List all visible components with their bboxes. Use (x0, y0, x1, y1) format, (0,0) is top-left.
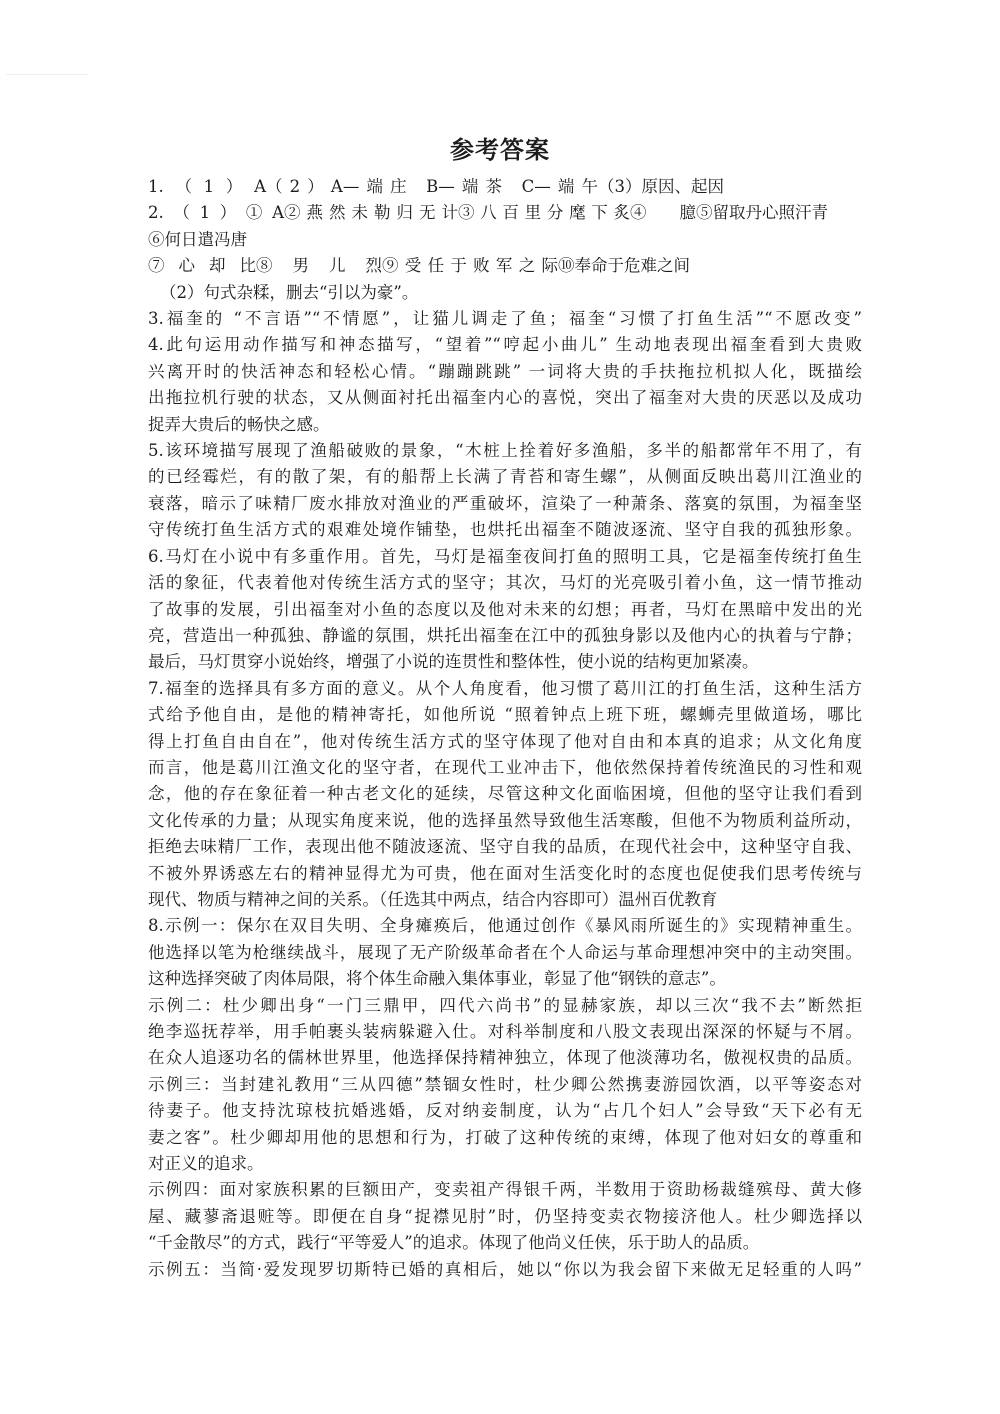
answer-4-line: 4.此句运用动作描写和神态描写，“望着”“哼起小曲儿” 生动地表现出福奎看到大贵败 (148, 335, 862, 355)
answer-4 (148, 332, 862, 438)
answer-5-line: 的已经霉烂，有的散了架，有的船帮上长满了青苔和寄生螺”，从侧面反映出葛川江渔业的 (148, 467, 862, 487)
answer-8-line: 屋、藏蓼斋退赃等。即便在自身“捉襟见肘”时，仍坚持变卖衣物接济他人。杜少卿选择以 (148, 1206, 862, 1226)
answer-2-item-5: ⑤留取丹心照汗青 (696, 203, 828, 223)
answer-2-item-9: ⑨受任于败军之际 (382, 256, 558, 276)
answer-2-line-3 (148, 253, 862, 279)
answer-6 (148, 544, 862, 676)
answer-5-line: 5.该环境描写展现了渔船破败的景象，“木桩上拴着好多渔船，多半的船都常年不用了，有 (148, 441, 862, 461)
answer-6-line: 亮，营造出一种孤独、静谧的氛围，烘托出福奎在江中的孤独身影以及他内心的执着与宁静； (148, 625, 862, 645)
answer-1 (148, 174, 862, 200)
answer-2-item-8: ⑧男儿烈 (256, 256, 382, 276)
answer-8-line: 这种选择突破了肉体局限，将个体生命融入集体事业，彰显了他“钢铁的意志”。 (148, 969, 726, 989)
answer-5 (148, 438, 862, 544)
answer-7-line: 文化传承的力量；从现实角度来说，他的选择虽然导致他生活寒酸，但他不为物质利益所动， (148, 810, 862, 830)
answer-8-line: 8.示例一：保尔在双目失明、全身瘫痪后，他通过创作《暴风雨所诞生的》实现精神重生。 (148, 916, 862, 936)
answer-7-line: 式给予他自由，是他的精神寄托，如他所说 “照着钟点上班下班，螺蛳壳里做道场，哪比 (148, 705, 862, 725)
answer-1-part-3: （3）原因、起因 (598, 177, 724, 196)
answer-7-line: 念，他的存在象征着一种古老文化的延续，尽管这种文化面临困境，但他的坚守让我们看到 (148, 784, 862, 804)
answer-8-line: “千金散尽”的方式，践行“平等爱人”的追求。体现了他尚义任侠，乐于助人的品质。 (148, 1233, 760, 1253)
answer-4-line: 出拖拉机行驶的状态，又从侧面衬托出福奎内心的喜悦，突出了福奎对大贵的厌恶以及成功 (148, 388, 862, 408)
answer-2-line-1 (148, 200, 862, 226)
page-title: 参考答案 (450, 135, 550, 164)
answer-8-line: 示例三：当封建礼教用“三从四德”禁锢女性时，杜少卿公然携妻游园饮酒，以平等姿态对 (148, 1074, 862, 1094)
answer-2-item-3: ③八百里分麾下炙 (458, 203, 630, 223)
answer-7-line: 不被外界诱惑左右的精神显得尤为可贵，他在面对生活变化时的态度也促使我们思考传统与 (148, 863, 862, 883)
answer-6-line: 了故事的发展，引出福奎对小鱼的态度以及他对未来的幻想；再者，马灯在黑暗中发出的光 (148, 599, 862, 619)
answer-2-item-4: ④臆 (630, 203, 696, 223)
answer-7 (148, 676, 862, 914)
answer-4-line: 兴离开时的快活神态和轻松心情。“蹦蹦跳跳” 一词将大贵的手扶拖拉机拟人化，既描绘 (148, 361, 862, 381)
answer-3: 3.福奎的 “不言语”“不情愿”，让猫儿调走了鱼；福奎“习惯了打鱼生活”“不愿改变” (148, 309, 862, 329)
answer-2-item-2: ②燕然未勒归无计 (284, 203, 458, 223)
answer-2-item-10: ⑩奉命于危难之间 (558, 256, 690, 276)
answer-7-line: 拒绝去味精厂工作，表现出他不随波逐流、坚守自我的品质，在现代社会中，这种坚守自我、 (148, 837, 862, 857)
answer-8-line: 他选择以笔为枪继续战斗，展现了无产阶级革命者在个人命运与革命理想冲突中的主动突围。 (148, 942, 862, 962)
answer-2-item-7: ⑦心却比 (148, 256, 256, 276)
answer-8 (148, 913, 862, 1283)
scan-edge-mark (6, 74, 88, 75)
answer-8-line: 对正义的追求。 (148, 1154, 264, 1174)
answer-6-line: 6.马灯在小说中有多重作用。首先，马灯是福奎夜间打鱼的照明工具，它是福奎传统打鱼生 (148, 546, 862, 566)
answer-7-line: 现代、物质与精神之间的关系。（任选其中两点，结合内容即可）温州百优教育 (148, 889, 718, 909)
answer-7-line: 7.福奎的选择具有多方面的意义。从个人角度看，他习惯了葛川江的打鱼生活，这种生活方 (148, 678, 862, 698)
answer-7-line: 得上打鱼自由自在”，他对传统生活方式的坚守体现了他对自由和本真的追求；从文化角度 (148, 731, 862, 751)
answer-body (148, 174, 862, 1283)
answer-2-item-1: 2.（1）①A (148, 203, 284, 223)
answer-8-line: 待妻子。他支持沈琼枝抗婚逃婚，反对纳妾制度，认为“占几个妇人”会导致“天下必有无 (148, 1101, 862, 1121)
answer-1-part-2: （2）A—端庄 B—端茶 C—端午 (266, 177, 598, 196)
answer-6-line: 活的象征，代表着他对传统生活方式的坚守；其次，马灯的光亮吸引着小鱼，这一情节推动 (148, 573, 862, 593)
answer-2-line-2: ⑥何日遣冯唐 (148, 229, 247, 249)
answer-2-line-4: （2）句式杂糅，删去“引以为豪”。 (160, 282, 419, 302)
answer-6-line: 最后，马灯贯穿小说始终，增强了小说的连贯性和整体性，使小说的结构更加紧凑。 (148, 652, 759, 672)
answer-4-line: 捉弄大贵后的畅快之感。 (148, 414, 330, 434)
answer-8-line: 示例四：面对家族积累的巨额田产，变卖祖产得银千两，半数用于资助杨裁缝殡母、黄大修 (148, 1180, 862, 1200)
answer-5-line: 守传统打鱼生活方式的艰难处境作铺垫，也烘托出福奎不随波逐流、坚守自我的孤独形象。 (148, 520, 862, 540)
answer-7-line: 而言，他是葛川江渔文化的坚守者，在现代工业冲击下，他依然保持着传统渔民的习性和观 (148, 757, 862, 777)
answer-8-line: 妻之客”。杜少卿却用他的思想和行为，打破了这种传统的束缚，体现了他对妇女的尊重和 (148, 1127, 862, 1147)
answer-8-line: 在众人追逐功名的儒林世界里，他选择保持精神独立，体现了他淡薄功名，傲视权贵的品质。 (148, 1048, 862, 1068)
answer-1-part-1: 1.（1）A (148, 177, 266, 196)
answer-8-line: 示例五：当简·爱发现罗切斯特已婚的真相后，她以“你以为我会留下来做无足轻重的人吗” (148, 1259, 862, 1279)
answer-8-line: 绝李巡抚荐举，用手帕裹头装病躲避入仕。对科举制度和八股文表现出深深的怀疑与不屑。 (148, 1022, 862, 1041)
answer-5-line: 衰落，暗示了味精厂废水排放对渔业的严重破坏，渲染了一种萧条、落寞的氛围，为福奎坚 (148, 493, 862, 513)
answer-8-line: 示例二：杜少卿出身“一门三鼎甲，四代六尚书”的显赫家族，却以三次“我不去”断然拒 (148, 995, 862, 1015)
